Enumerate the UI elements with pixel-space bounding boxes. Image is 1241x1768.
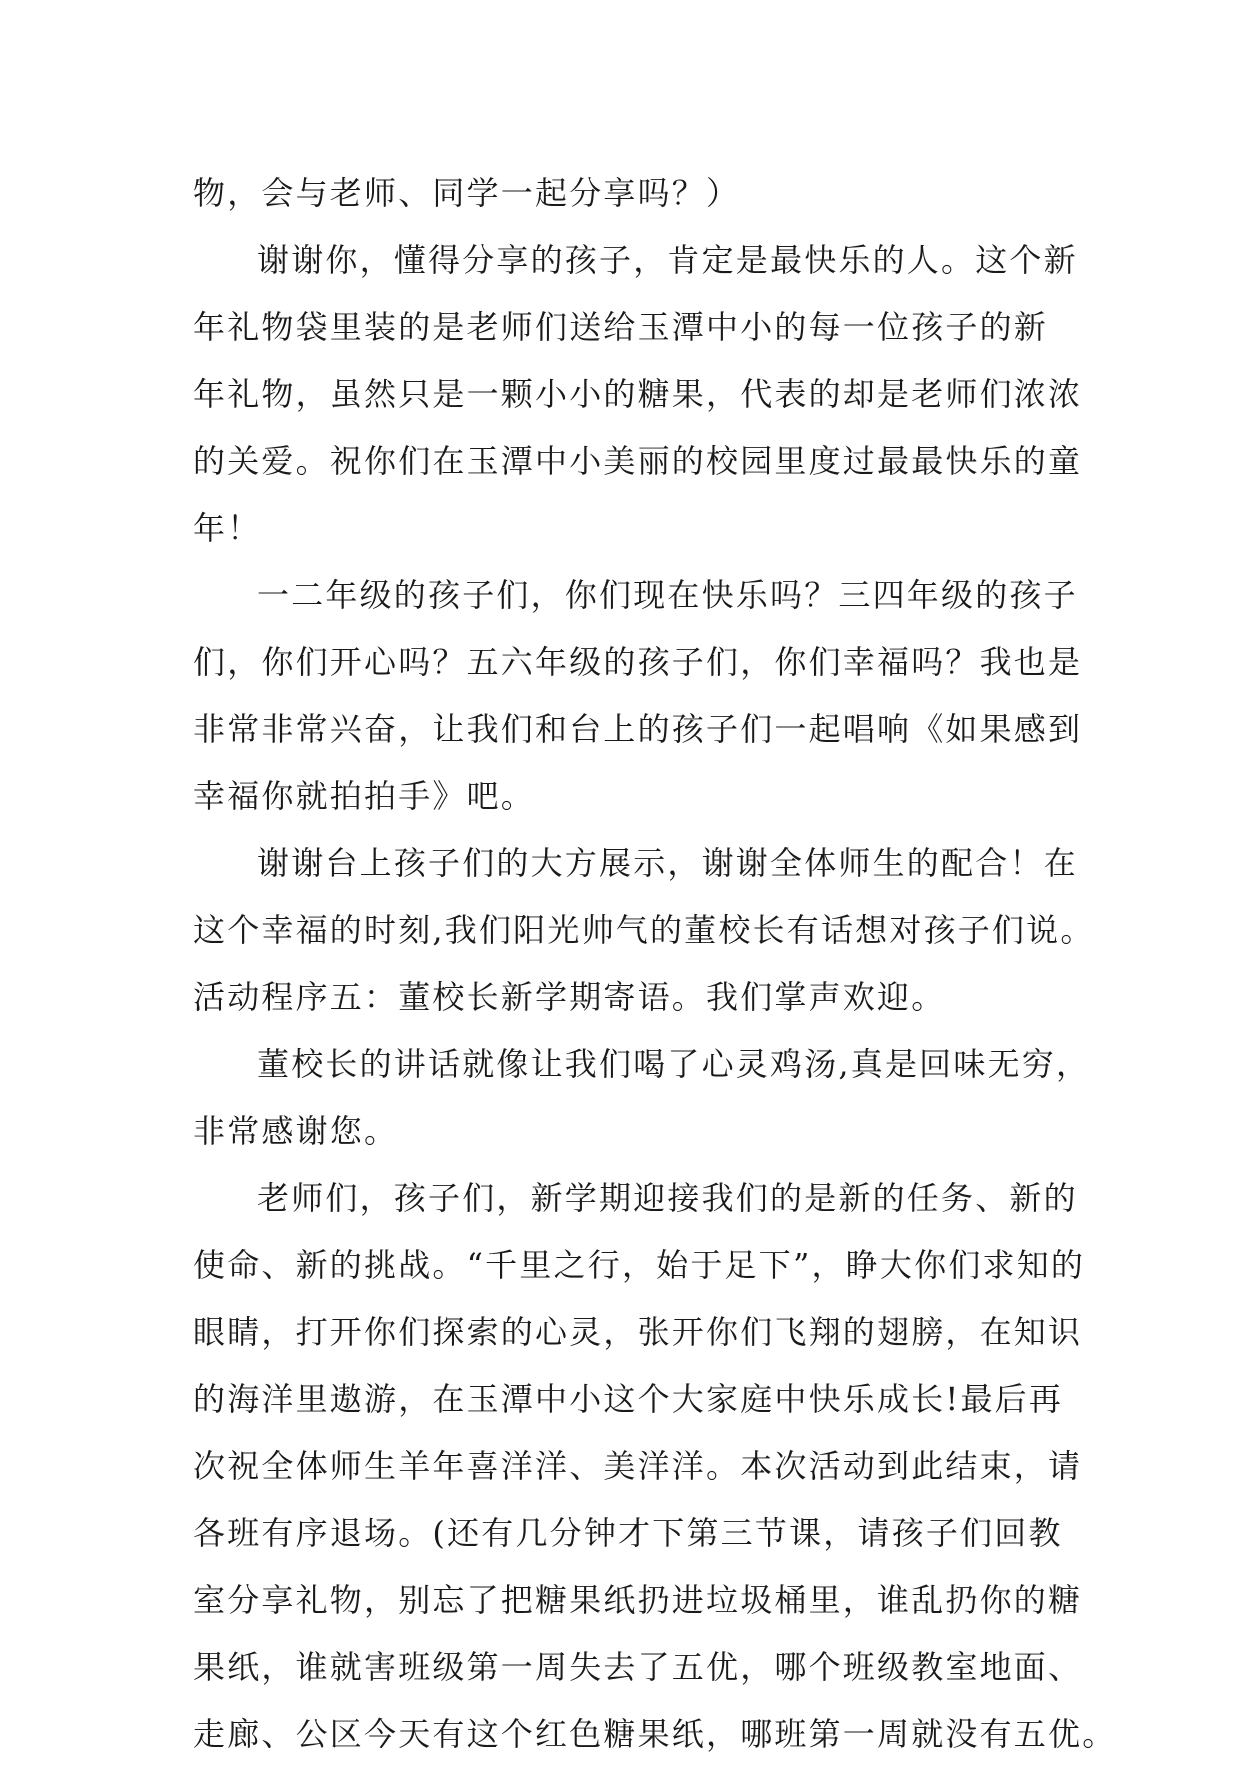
text-line: 非常非常兴奋，让我们和台上的孩子们一起唱响《如果感到 <box>193 710 1083 748</box>
text-line: 活动程序五：董校长新学期寄语。我们掌声欢迎。 <box>193 978 946 1016</box>
text-line: 年！ <box>193 509 262 547</box>
text-line: 谢谢你，懂得分享的孩子，肯定是最快乐的人。这个新 <box>257 241 1078 279</box>
text-line: 一二年级的孩子们，你们现在快乐吗？三四年级的孩子 <box>257 576 1078 614</box>
text-line: 的海洋里遨游，在玉潭中小这个大家庭中快乐成长!最后再 <box>193 1380 1064 1418</box>
text-line: 董校长的讲话就像让我们喝了心灵鸡汤,真是回味无穷， <box>257 1045 1091 1083</box>
text-line: 这个幸福的时刻,我们阳光帅气的董校长有话想对孩子们说。 <box>193 911 1095 949</box>
text-line: 非常感谢您。 <box>193 1112 399 1150</box>
text-line: 各班有序退场。(还有几分钟才下第三节课，请孩子们回教 <box>193 1514 1063 1552</box>
text-line: 果纸，谁就害班级第一周失去了五优，哪个班级教室地面、 <box>193 1648 1083 1686</box>
text-line: 眼睛，打开你们探索的心灵，张开你们飞翔的翅膀，在知识 <box>193 1313 1083 1351</box>
text-line: 谢谢台上孩子们的大方展示，谢谢全体师生的配合！在 <box>257 844 1078 882</box>
text-line: 次祝全体师生羊年喜洋洋、美洋洋。本次活动到此结束，请 <box>193 1447 1083 1485</box>
text-line: 物，会与老师、同学一起分享吗？） <box>193 174 741 212</box>
text-line: 室分享礼物，别忘了把糖果纸扔进垃圾桶里，谁乱扔你的糖 <box>193 1581 1083 1619</box>
text-line: 年礼物袋里装的是老师们送给玉潭中小的每一位孩子的新 <box>193 308 1049 346</box>
text-line: 老师们，孩子们，新学期迎接我们的是新的任务、新的 <box>257 1179 1078 1217</box>
text-line: 走廊、公区今天有这个红色糖果纸，哪班第一周就没有五优。 <box>193 1715 1117 1753</box>
text-line: 们，你们开心吗？五六年级的孩子们，你们幸福吗？我也是 <box>193 643 1083 681</box>
text-line: 年礼物，虽然只是一颗小小的糖果，代表的却是老师们浓浓 <box>193 375 1083 413</box>
text-line: 幸福你就拍拍手》吧。 <box>193 777 536 815</box>
text-line: 使命、新的挑战。“千里之行，始于足下”，睁大你们求知的 <box>193 1246 1086 1284</box>
document-body <box>193 160 1117 1768</box>
text-line: 的关爱。祝你们在玉潭中小美丽的校园里度过最最快乐的童 <box>193 442 1083 480</box>
